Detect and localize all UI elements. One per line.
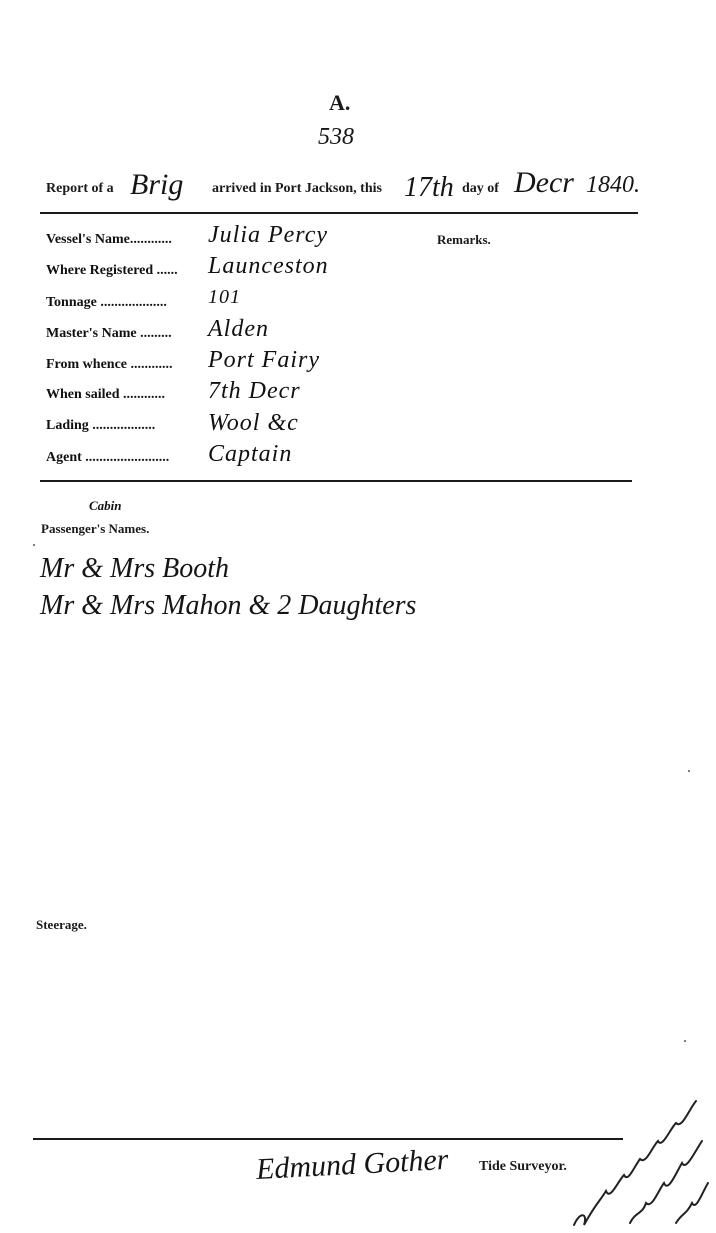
field-label-tonnage: Tonnage ...................: [46, 295, 167, 310]
field-label-where-registered: Where Registered ......: [46, 263, 178, 278]
day-of-label: day of: [462, 181, 499, 196]
surveyor-title: Tide Surveyor.: [479, 1159, 567, 1174]
field-value-when-sailed: 7th Decr: [208, 378, 301, 404]
field-value-agent: Captain: [208, 441, 293, 467]
arrival-month: Decr: [514, 166, 574, 199]
field-value-vessel-name: Julia Percy: [208, 222, 329, 248]
fields-rule: [40, 480, 632, 482]
scan-speck: [33, 544, 35, 546]
header-rule: [40, 212, 638, 214]
surveyor-signature: Edmund Gother: [255, 1142, 450, 1187]
field-value-from-whence: Port Fairy: [208, 347, 320, 373]
remarks-label: Remarks.: [437, 232, 491, 247]
field-label-lading: Lading ..................: [46, 418, 156, 433]
field-value-where-registered: Launceston: [208, 253, 329, 279]
cabin-passenger: Mr & Mrs Mahon & 2 Daughters: [40, 590, 417, 621]
report-prefix: Report of a: [46, 181, 114, 196]
field-value-tonnage: 101: [208, 286, 241, 308]
footer-rule: [33, 1138, 623, 1140]
cabin-label: Cabin: [89, 498, 122, 513]
cabin-passenger: Mr & Mrs Booth: [40, 553, 229, 584]
scan-speck: [684, 1040, 686, 1042]
passengers-label: Passenger's Names.: [41, 521, 150, 536]
field-value-lading: Wool &c: [208, 410, 299, 436]
arrival-year: 1840.: [586, 172, 640, 198]
field-label-when-sailed: When sailed ............: [46, 387, 166, 402]
field-label-master-name: Master's Name .........: [46, 326, 172, 341]
scan-speck: [688, 770, 690, 772]
field-value-master-name: Alden: [208, 316, 269, 342]
vessel-type: Brig: [130, 168, 184, 201]
steerage-label: Steerage.: [36, 917, 87, 932]
field-label-agent: Agent ........................: [46, 450, 170, 465]
field-label-from-whence: From whence ............: [46, 357, 173, 372]
field-label-vessel-name: Vessel's Name............: [46, 232, 172, 247]
form-letter: A.: [329, 90, 351, 115]
report-middle: arrived in Port Jackson, this: [212, 181, 382, 196]
folio-number: 538: [318, 124, 354, 150]
margin-scribble-graphic: [566, 1083, 716, 1233]
arrival-day: 17th: [404, 172, 454, 203]
